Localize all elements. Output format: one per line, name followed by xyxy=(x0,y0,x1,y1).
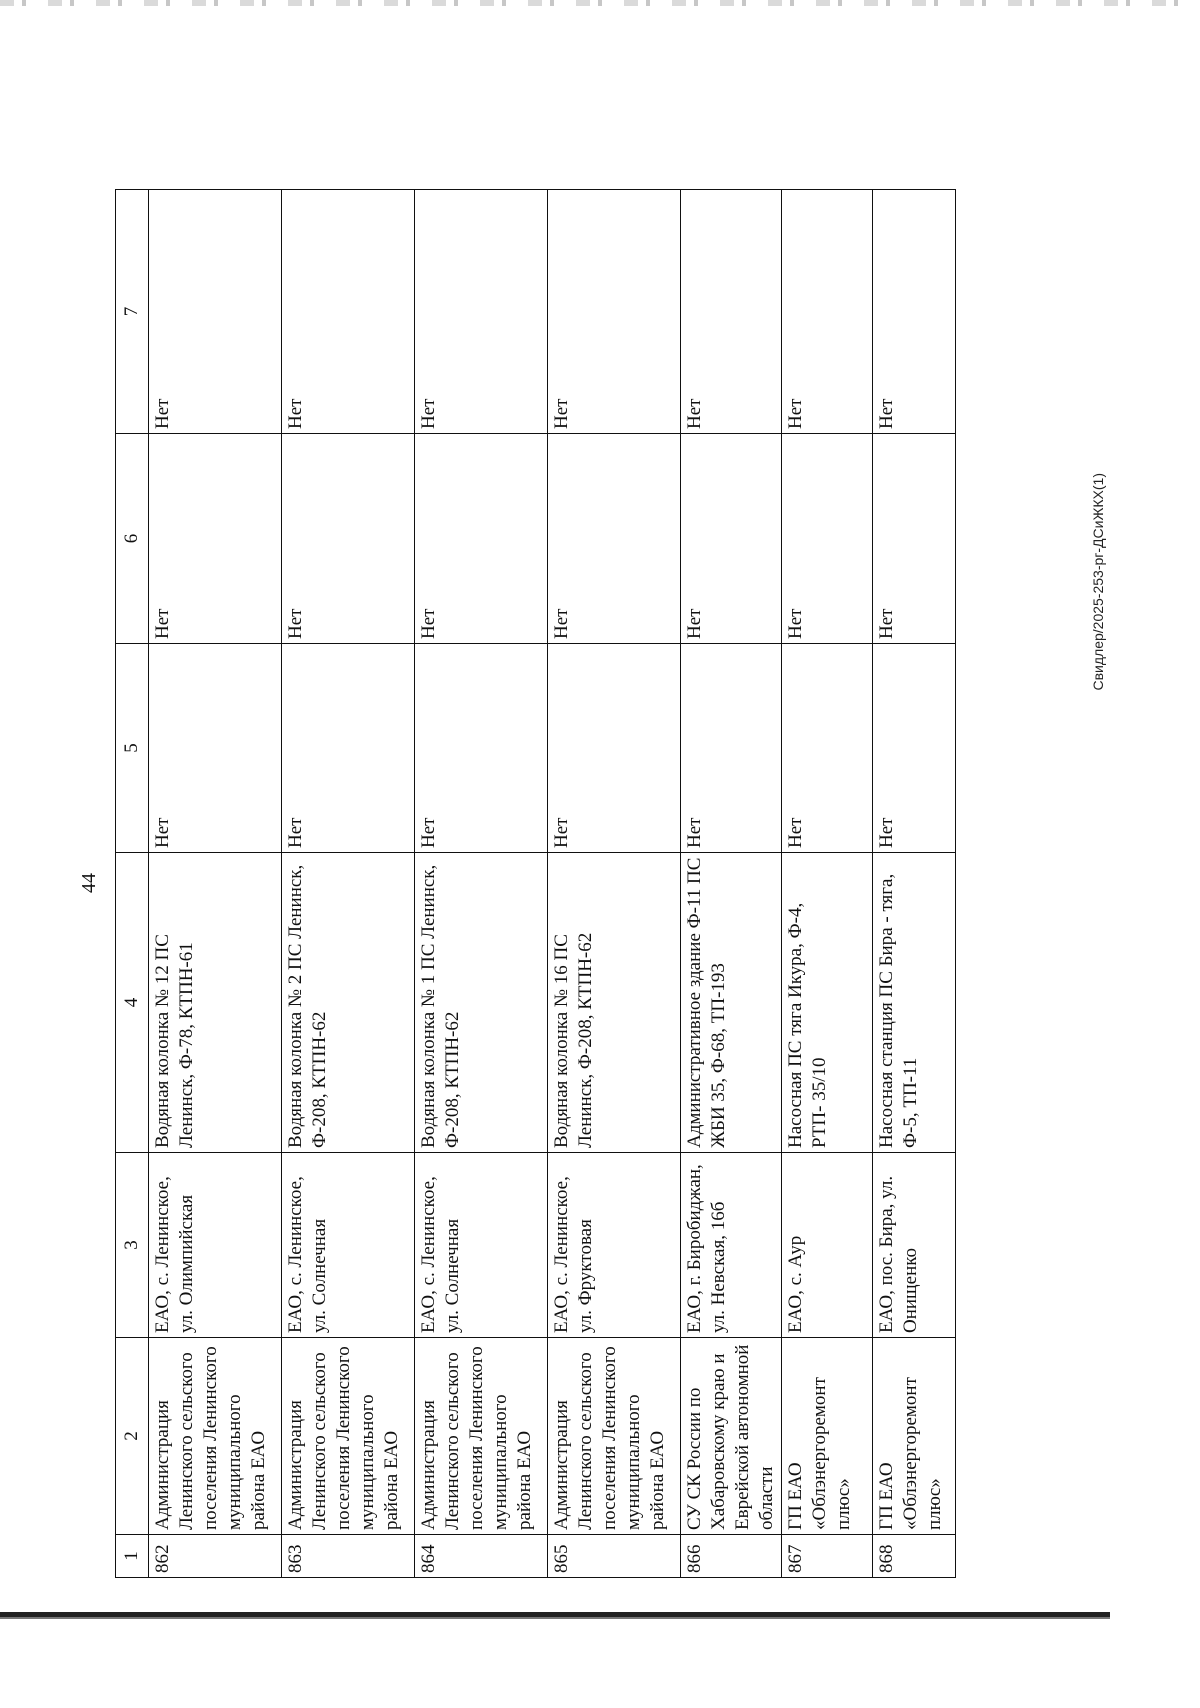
col6-cell: Нет xyxy=(282,434,415,644)
address-cell: ЕАО, пос. Бира, ул. Онищенко xyxy=(873,1153,956,1338)
owner-cell: Администрация Ленинского сельского поселения Ленинского муниципального района ЕАО xyxy=(282,1338,415,1535)
object-cell: Водяная колонка № 1 ПС Ленинск, Ф-208, КТПН-62 xyxy=(415,853,548,1153)
scan-edge-artifact xyxy=(0,0,1200,6)
owner-cell: ГП ЕАО «Облэнергоремонт плюс» xyxy=(873,1338,956,1535)
owner-cell: Администрация Ленинского сельского поселения Ленинского муниципального района ЕАО xyxy=(149,1338,282,1535)
col6-cell: Нет xyxy=(681,434,782,644)
object-cell: Административное здание Ф-11 ПС ЖБИ 35, Ф-68, ТП-193 xyxy=(681,853,782,1153)
col5-cell: Нет xyxy=(681,644,782,853)
row-number: 863 xyxy=(282,1535,415,1578)
row-number: 867 xyxy=(782,1535,873,1578)
owner-cell: Администрация Ленинского сельского поселения Ленинского муниципального района ЕАО xyxy=(548,1338,681,1535)
col7-cell: Нет xyxy=(149,190,282,434)
rotated-page xyxy=(0,178,1106,1588)
address-cell: ЕАО, с. Ленинское, ул. Солнечная xyxy=(415,1153,548,1338)
column-header: 2 xyxy=(116,1338,149,1535)
table-row xyxy=(548,190,681,1578)
col7-cell: Нет xyxy=(282,190,415,434)
table-row xyxy=(873,190,956,1578)
address-cell: ЕАО, с. Ленинское, ул. Фруктовая xyxy=(548,1153,681,1338)
column-header: 6 xyxy=(116,434,149,644)
col6-cell: Нет xyxy=(548,434,681,644)
column-header: 5 xyxy=(116,644,149,853)
object-cell: Насосная ПС тяга Икура, Ф-4, РТП- 35/10 xyxy=(782,853,873,1153)
col5-cell: Нет xyxy=(873,644,956,853)
page-number: 44 xyxy=(78,873,100,893)
row-number: 864 xyxy=(415,1535,548,1578)
col5-cell: Нет xyxy=(782,644,873,853)
col6-cell: Нет xyxy=(782,434,873,644)
col7-cell: Нет xyxy=(415,190,548,434)
object-cell: Водяная колонка № 16 ПС Ленинск, Ф-208, КТПН-62 xyxy=(548,853,681,1153)
table-row xyxy=(782,190,873,1578)
header-row xyxy=(116,190,149,1578)
col6-cell: Нет xyxy=(149,434,282,644)
column-header: 4 xyxy=(116,853,149,1153)
scan-bottom-edge-shadow xyxy=(0,1617,1110,1619)
object-cell: Водяная колонка № 2 ПС Ленинск, Ф-208, КТПН-62 xyxy=(282,853,415,1153)
object-cell: Водяная колонка № 12 ПС Ленинск, Ф-78, КТПН-61 xyxy=(149,853,282,1153)
col7-cell: Нет xyxy=(681,190,782,434)
address-cell: ЕАО, с. Ленинское, ул. Олимпийская xyxy=(149,1153,282,1338)
address-cell: ЕАО, с. Аур xyxy=(782,1153,873,1338)
object-cell: Насосная станция ПС Бира - тяга, Ф-5, ТП-11 xyxy=(873,853,956,1153)
address-cell: ЕАО, г. Биробиджан, ул. Невская, 16б xyxy=(681,1153,782,1338)
col5-cell: Нет xyxy=(282,644,415,853)
row-number: 862 xyxy=(149,1535,282,1578)
owner-cell: ГП ЕАО «Облэнергоремонт плюс» xyxy=(782,1338,873,1535)
col6-cell: Нет xyxy=(415,434,548,644)
row-number: 868 xyxy=(873,1535,956,1578)
col5-cell: Нет xyxy=(415,644,548,853)
row-number: 865 xyxy=(548,1535,681,1578)
column-header: 7 xyxy=(116,190,149,434)
col6-cell: Нет xyxy=(873,434,956,644)
table-row xyxy=(282,190,415,1578)
objects-table xyxy=(115,189,956,1578)
document-code: Свидлер/2025-253-рг-ДСиЖКХ(1) xyxy=(1090,473,1106,691)
owner-cell: СУ СК России по Хабаровскому краю и Еврейской автономной области xyxy=(681,1338,782,1535)
address-cell: ЕАО, с. Ленинское, ул. Солнечная xyxy=(282,1153,415,1338)
col7-cell: Нет xyxy=(548,190,681,434)
col7-cell: Нет xyxy=(873,190,956,434)
column-header: 3 xyxy=(116,1153,149,1338)
owner-cell: Администрация Ленинского сельского поселения Ленинского муниципального района ЕАО xyxy=(415,1338,548,1535)
col5-cell: Нет xyxy=(149,644,282,853)
row-number: 866 xyxy=(681,1535,782,1578)
table-row xyxy=(415,190,548,1578)
col7-cell: Нет xyxy=(782,190,873,434)
table-row xyxy=(149,190,282,1578)
table-row xyxy=(681,190,782,1578)
column-header: 1 xyxy=(116,1535,149,1578)
col5-cell: Нет xyxy=(548,644,681,853)
